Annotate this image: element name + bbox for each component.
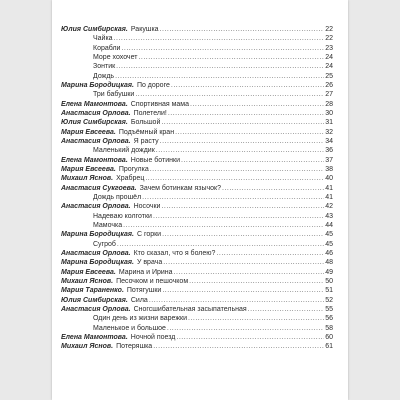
toc-page-number: 45 <box>325 240 333 248</box>
toc-page-number: 60 <box>325 333 333 341</box>
toc-author: Марина Бородицкая. <box>61 259 134 267</box>
toc-entry <box>61 137 333 146</box>
toc-author: Анастасия Орлова. <box>61 203 131 211</box>
dot-leader <box>248 305 325 314</box>
toc-page-number: 37 <box>325 156 333 164</box>
dot-leader <box>116 62 324 71</box>
toc-title: Дождь <box>93 72 115 80</box>
toc-title: Зачем ботинкам язычок? <box>139 184 222 192</box>
toc-title: Большой <box>130 119 161 127</box>
toc-title: Сугроб <box>93 240 116 248</box>
toc-entry <box>61 221 333 230</box>
toc-page-number: 26 <box>325 81 333 89</box>
toc-author: Анастасия Орлова. <box>61 305 131 313</box>
dot-leader <box>115 72 324 81</box>
toc-page-number: 30 <box>325 109 333 117</box>
toc-title: Новые ботинки <box>130 156 181 164</box>
toc-title: Сногсшибательная засыпательная <box>133 305 247 313</box>
toc-author: Мария Евсеева. <box>61 165 116 173</box>
toc-entry <box>61 44 333 53</box>
toc-entry <box>61 53 333 62</box>
toc-entry <box>61 118 333 127</box>
toc-title: Кто сказал, что я болею? <box>133 249 216 257</box>
toc-title: Сила <box>130 296 148 304</box>
dot-leader <box>138 53 324 62</box>
toc-author: Юлия Симбирская. <box>61 296 128 304</box>
toc-page-number: 28 <box>325 100 333 108</box>
toc-entry <box>61 146 333 155</box>
toc-entry <box>61 165 333 174</box>
toc-author: Елена Мамонтова. <box>61 100 128 108</box>
toc-title: Потеряшка <box>116 343 153 351</box>
toc-title: Марина и Ирина <box>118 268 173 276</box>
toc-page-number: 27 <box>325 91 333 99</box>
toc-entry <box>61 286 333 295</box>
toc-page-number: 23 <box>325 44 333 52</box>
toc-entry <box>61 305 333 314</box>
toc-author: Михаил Яснов. <box>61 277 114 285</box>
toc-entry <box>61 100 333 109</box>
toc-entry <box>61 62 333 71</box>
dot-leader <box>149 296 324 305</box>
toc-author: Елена Мамонтова. <box>61 333 128 341</box>
toc-title: Маленькое и большое <box>93 324 166 332</box>
dot-leader <box>142 193 324 202</box>
toc-page-number: 22 <box>325 26 333 33</box>
toc-entry <box>61 81 333 90</box>
toc-author: Анастасия Орлова. <box>61 137 131 145</box>
dot-leader <box>167 324 324 333</box>
toc-page-number: 24 <box>325 63 333 71</box>
toc-title: Три бабушки <box>93 91 135 99</box>
toc-entry <box>61 296 333 305</box>
toc-title: Один день из жизни варежки <box>93 315 188 323</box>
toc-entry <box>61 258 333 267</box>
toc-entry <box>61 90 333 99</box>
toc-entry <box>61 156 333 165</box>
toc-entry <box>61 333 333 342</box>
toc-title: Чайка <box>93 35 113 43</box>
dot-leader <box>162 286 324 295</box>
dot-leader <box>156 146 324 155</box>
toc-page-number: 34 <box>325 137 333 145</box>
toc-entry <box>61 128 333 137</box>
toc-title: Зонтик <box>93 63 116 71</box>
dot-leader <box>171 81 324 90</box>
toc-title: Подъёмный кран <box>118 128 175 136</box>
toc-page-number: 40 <box>325 175 333 183</box>
dot-leader <box>150 165 324 174</box>
toc-page-number: 38 <box>325 165 333 173</box>
dot-leader <box>175 128 324 137</box>
toc-entry <box>61 342 333 351</box>
toc-page-number: 44 <box>325 221 333 229</box>
toc-author: Мария Тараненко. <box>61 287 124 295</box>
toc-author: Юлия Симбирская. <box>61 119 128 127</box>
dot-leader <box>189 277 324 286</box>
toc-entry <box>61 277 333 286</box>
dot-leader <box>168 109 324 118</box>
book-page <box>52 0 348 400</box>
toc-title: Маленький дождик <box>93 147 155 155</box>
toc-title: Дождь прошёл <box>93 193 142 201</box>
toc-page-number: 36 <box>325 147 333 155</box>
toc-entry <box>61 25 333 34</box>
toc-page-number: 25 <box>325 72 333 80</box>
dot-leader <box>190 100 324 109</box>
toc-page-number: 24 <box>325 53 333 61</box>
toc-entry <box>61 212 333 221</box>
toc-author: Юлия Симбирская. <box>61 26 128 33</box>
dot-leader <box>123 221 324 230</box>
dot-leader <box>121 44 324 53</box>
toc-page-number: 41 <box>325 193 333 201</box>
toc-page-number: 46 <box>325 249 333 257</box>
dot-leader <box>135 90 324 99</box>
dot-leader <box>161 202 324 211</box>
toc-page-number: 32 <box>325 128 333 136</box>
toc-page-number: 58 <box>325 324 333 332</box>
toc-page-number: 50 <box>325 277 333 285</box>
toc-entry <box>61 314 333 323</box>
toc-title: По дороге <box>136 81 170 89</box>
toc-author: Анастасия Орлова. <box>61 109 131 117</box>
toc-author: Михаил Яснов. <box>61 175 114 183</box>
toc-page-number: 49 <box>325 268 333 276</box>
toc-title: Полетели! <box>133 109 167 117</box>
table-of-contents <box>61 25 333 351</box>
toc-entry <box>61 268 333 277</box>
toc-title: Море хохочет <box>93 53 138 61</box>
toc-title: Ракушка <box>130 26 159 33</box>
toc-title: У врача <box>136 259 163 267</box>
toc-page-number: 22 <box>325 35 333 43</box>
toc-author: Марина Бородицкая. <box>61 231 134 239</box>
toc-title: С горки <box>136 231 162 239</box>
toc-title: Прогулка <box>118 165 149 173</box>
dot-leader <box>176 333 324 342</box>
toc-author: Елена Мамонтова. <box>61 156 128 164</box>
toc-entry <box>61 34 333 43</box>
toc-entry <box>61 72 333 81</box>
toc-entry <box>61 174 333 183</box>
toc-page-number: 42 <box>325 203 333 211</box>
dot-leader <box>181 156 324 165</box>
toc-entry <box>61 193 333 202</box>
toc-title: Надеваю колготки <box>93 212 152 220</box>
toc-title: Потягушки <box>126 287 162 295</box>
toc-page-number: 41 <box>325 184 333 192</box>
toc-author: Анастасия Сукгоева. <box>61 184 137 192</box>
toc-entry <box>61 324 333 333</box>
toc-title: Носочки <box>133 203 161 211</box>
toc-author: Анастасия Орлова. <box>61 249 131 257</box>
dot-leader <box>114 34 325 43</box>
toc-entry <box>61 109 333 118</box>
toc-author: Михаил Яснов. <box>61 343 114 351</box>
toc-title: Спортивная мама <box>130 100 189 108</box>
dot-leader <box>153 342 324 351</box>
toc-author: Марина Бородицкая. <box>61 81 134 89</box>
dot-leader <box>160 137 325 146</box>
toc-entry <box>61 184 333 193</box>
dot-leader <box>216 249 324 258</box>
toc-page-number: 45 <box>325 231 333 239</box>
toc-page-number: 55 <box>325 305 333 313</box>
toc-title: Мамочка <box>93 221 123 229</box>
dot-leader <box>145 174 324 183</box>
dot-leader <box>163 258 324 267</box>
toc-page-number: 61 <box>325 343 333 351</box>
toc-entry <box>61 240 333 249</box>
toc-author: Мария Евсеева. <box>61 128 116 136</box>
toc-title: Песочком и пешочком <box>116 277 189 285</box>
toc-page-number: 48 <box>325 259 333 267</box>
dot-leader <box>160 25 325 34</box>
toc-title: Корабли <box>93 44 121 52</box>
dot-leader <box>117 240 324 249</box>
toc-page-number: 52 <box>325 296 333 304</box>
dot-leader <box>162 230 324 239</box>
toc-title: Храбрец <box>116 175 145 183</box>
toc-page-number: 51 <box>325 287 333 295</box>
toc-entry <box>61 230 333 239</box>
toc-entry <box>61 249 333 258</box>
toc-page-number: 31 <box>325 119 333 127</box>
dot-leader <box>161 118 324 127</box>
toc-page-number: 43 <box>325 212 333 220</box>
dot-leader <box>222 184 324 193</box>
toc-title: Ночной поезд <box>130 333 176 341</box>
toc-title: Я расту <box>133 137 159 145</box>
toc-entry <box>61 202 333 211</box>
dot-leader <box>153 212 324 221</box>
toc-page-number: 56 <box>325 315 333 323</box>
toc-author: Мария Евсеева. <box>61 268 116 276</box>
dot-leader <box>174 268 325 277</box>
dot-leader <box>188 314 324 323</box>
